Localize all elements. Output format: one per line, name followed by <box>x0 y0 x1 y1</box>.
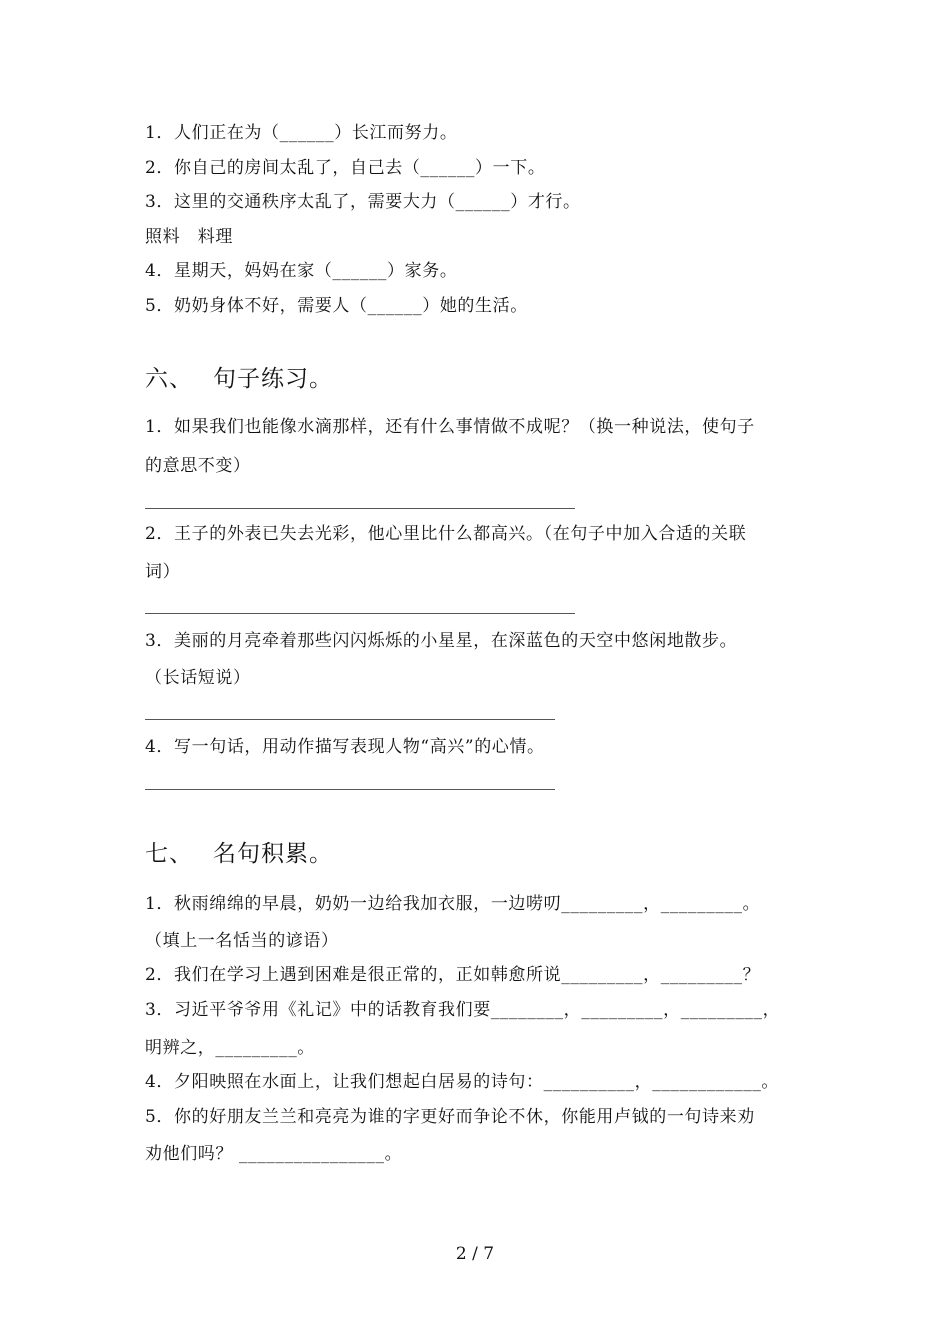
quote-item-2: 2．我们在学习上遇到困难是很正常的，正如韩愈所说_________，_________？ <box>145 965 761 985</box>
section-6-heading <box>145 364 333 394</box>
section-7-title: 名句积累。 <box>213 841 333 867</box>
quote-item-5-cont: 劝他们吗？ ________________。 <box>145 1144 403 1164</box>
fill-blank-item-5: 5．奶奶身体不好，需要人（______）她的生活。 <box>145 296 528 316</box>
quote-item-4: 4．夕阳映照在水面上，让我们想起白居易的诗句：__________，____________。 <box>145 1072 780 1092</box>
quote-item-3: 3．习近平爷爷用《礼记》中的话教育我们要________，_________，_________， <box>145 1000 781 1020</box>
section-6-number: 六、 <box>145 366 193 392</box>
sentence-q2-line2: 词） <box>145 562 181 582</box>
sentence-q2-line1: 2．王子的外表已失去光彩，他心里比什么都高兴。（在句子中加入合适的关联 <box>145 524 747 544</box>
answer-line-1[interactable] <box>145 508 575 509</box>
section-7-number: 七、 <box>145 841 193 867</box>
section-7-heading <box>145 839 333 869</box>
quote-item-1: 1．秋雨绵绵的早晨，奶奶一边给我加衣服，一边唠叨_________，_________。 <box>145 894 761 914</box>
sentence-q4: 4．写一句话，用动作描写表现人物“高兴”的心情。 <box>145 737 545 757</box>
section-6-title: 句子练习。 <box>213 366 333 392</box>
answer-line-4[interactable] <box>145 789 555 790</box>
quote-item-1-note: （填上一名恬当的谚语） <box>145 931 339 951</box>
page-number: 2 / 7 <box>455 1244 495 1264</box>
sentence-q1-line1: 1．如果我们也能像水滴那样，还有什么事情做不成呢？（换一种说法，使句子 <box>145 417 755 437</box>
fill-blank-item-2: 2．你自己的房间太乱了，自己去（______）一下。 <box>145 158 546 178</box>
sentence-q1-line2: 的意思不变） <box>145 456 251 476</box>
sentence-q3-line1: 3．美丽的月亮牵着那些闪闪烁烁的小星星，在深蓝色的天空中悠闲地散步。 <box>145 631 738 651</box>
fill-blank-item-1: 1．人们正在为（______）长江而努力。 <box>145 123 458 143</box>
word-choices: 照料 料理 <box>145 227 233 247</box>
quote-item-3-cont: 明辨之，_________。 <box>145 1038 315 1058</box>
quote-item-5: 5．你的好朋友兰兰和亮亮为谁的字更好而争论不休，你能用卢钺的一句诗来劝 <box>145 1107 755 1127</box>
sentence-q3-line2: （长话短说） <box>145 668 251 688</box>
fill-blank-item-4: 4．星期天，妈妈在家（______）家务。 <box>145 261 458 281</box>
answer-line-3[interactable] <box>145 719 555 720</box>
answer-line-2[interactable] <box>145 613 575 614</box>
fill-blank-item-3: 3．这里的交通秩序太乱了，需要大力（______）才行。 <box>145 192 581 212</box>
